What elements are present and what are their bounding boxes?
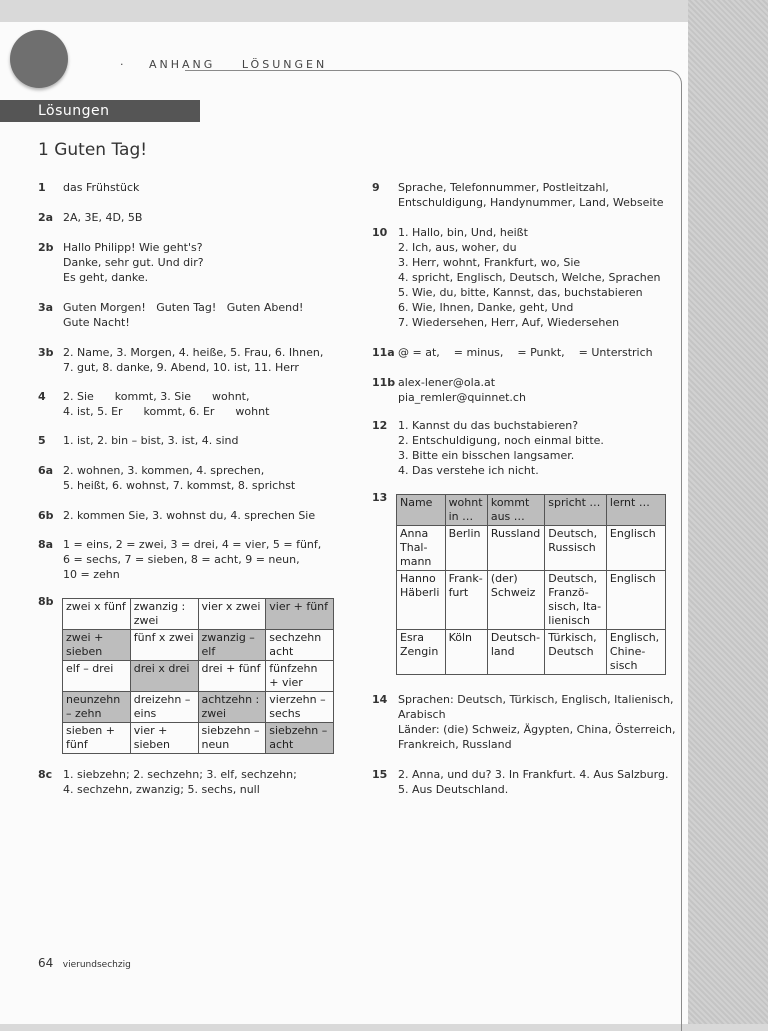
table-cell: Köln (445, 630, 487, 675)
page-number: 64 (38, 956, 54, 970)
table-header-cell: Name (397, 495, 446, 526)
table-cell: Deutsch, Franzö-sisch, Ita-lienisch (545, 571, 607, 630)
grid-cell: zwei + sieben (63, 630, 131, 661)
exercise-2b: 2b Hallo Philipp! Wie geht's? Danke, sehr gut. Und dir? Es geht, danke. (38, 241, 204, 284)
table-row (397, 630, 666, 675)
grid-cell: drei + fünf (198, 661, 266, 692)
grid-row (63, 630, 334, 661)
table-header-cell: spricht … (545, 495, 607, 526)
exercise-3a: 3a Guten Morgen! Guten Tag! Guten Abend! Gute Nacht! (38, 301, 304, 329)
scan-edge (688, 0, 768, 1024)
table-cell: (der) Schweiz (487, 571, 544, 630)
grid-cell: zwanzig : zwei (130, 599, 198, 630)
grid-cell: siebzehn – acht (266, 723, 334, 754)
table-header-cell: lernt … (606, 495, 665, 526)
grid-row (63, 599, 334, 630)
grid-cell: siebzehn – neun (198, 723, 266, 754)
grid-cell: drei x drei (130, 661, 198, 692)
exercise-2a: 2a 2A, 3E, 4D, 5B (38, 211, 143, 224)
page-number-word: vierundsechzig (62, 960, 131, 970)
grid-cell: vier x zwei (198, 599, 266, 630)
exercise-6b: 6b 2. kommen Sie, 3. wohnst du, 4. sprechen Sie (38, 509, 316, 522)
exercise-1: 1 das Frühstück (38, 181, 140, 194)
table-cell: Frank-furt (445, 571, 487, 630)
chapter-circle (10, 30, 68, 88)
exercise-15: 15 2. Anna, und du? 3. In Frankfurt. 4. Aus Salzburg. 5. Aus Deutschland. (372, 768, 669, 796)
grid-cell: dreizehn – eins (130, 692, 198, 723)
table-cell: Anna Thal-mann (397, 526, 446, 571)
page-title: 1 Guten Tag! (38, 140, 148, 160)
grid-cell: vierzehn – sechs (266, 692, 334, 723)
table-header-cell: wohnt in … (445, 495, 487, 526)
table-cell: Hanno Häberli (397, 571, 446, 630)
table-cell: Englisch, Chine-sisch (606, 630, 665, 675)
people-table-13 (396, 494, 666, 675)
table-row (397, 526, 666, 571)
exercise-3b: 3b 2. Name, 3. Morgen, 4. heiße, 5. Frau, 6. Ihnen, 7. gut, 8. danke, 9. Abend, 10. ist, 11. Herr (38, 346, 324, 374)
exercise-14: 14 Sprachen: Deutsch, Türkisch, Englisch, Italienisch, Arabisch Länder: (die) Schweiz, Ägypten, China, Österreich, Frankreich, Russland (372, 693, 676, 751)
header-subsection: LÖSUNGEN (241, 58, 328, 71)
exercise-8a: 8a 1 = eins, 2 = zwei, 3 = drei, 4 = vier, 5 = fünf, 6 = sechs, 7 = sieben, 8 = acht, 9 = neun, 10 = zehn (38, 538, 322, 581)
exercise-11b: 11b alex-lener@ola.at pia_remler@quinnet.ch (372, 376, 526, 404)
exercise-6a: 6a 2. wohnen, 3. kommen, 4. sprechen, 5. heißt, 6. wohnst, 7. kommst, 8. sprichst (38, 464, 296, 492)
grid-row (63, 661, 334, 692)
grid-cell: fünf x zwei (130, 630, 198, 661)
exercise-8c: 8c 1. siebzehn; 2. sechzehn; 3. elf, sechzehn; 4. sechzehn, zwanzig; 5. sechs, null (38, 768, 297, 796)
grid-cell: elf – drei (63, 661, 131, 692)
exercise-12: 12 1. Kannst du das buchstabieren? 2. Entschuldigung, noch einmal bitte. 3. Bitte ein bisschen langsamer. 4. Das verstehe ich nicht. (372, 419, 604, 477)
grid-row (63, 692, 334, 723)
table-cell: Russland (487, 526, 544, 571)
table-cell: Berlin (445, 526, 487, 571)
header-section: ANHANG (149, 58, 216, 71)
table-cell: Deutsch, Russisch (545, 526, 607, 571)
exercise-4: 4 2. Sie kommt, 3. Sie wohnt, 4. ist, 5. Er kommt, 6. Er wohnt (38, 390, 270, 418)
math-grid-8b (62, 598, 334, 754)
grid-cell: neunzehn – zehn (63, 692, 131, 723)
grid-cell: sieben + fünf (63, 723, 131, 754)
table-cell: Esra Zengin (397, 630, 446, 675)
grid-cell: zwanzig – elf (198, 630, 266, 661)
table-cell: Englisch (606, 571, 665, 630)
grid-cell: vier + fünf (266, 599, 334, 630)
table-cell: Türkisch, Deutsch (545, 630, 607, 675)
running-header (120, 58, 327, 71)
grid-row (63, 723, 334, 754)
grid-cell: zwei x fünf (63, 599, 131, 630)
exercise-9: 9 Sprache, Telefonnummer, Postleitzahl, Entschuldigung, Handynummer, Land, Webseite (372, 181, 664, 209)
section-banner: Lösungen (0, 100, 200, 122)
table-cell: Englisch (606, 526, 665, 571)
header-dot: · (120, 58, 127, 71)
table-header-cell: kommt aus … (487, 495, 544, 526)
table-row (397, 571, 666, 630)
grid-cell: fünfzehn + vier (266, 661, 334, 692)
page-footer (38, 956, 131, 970)
grid-cell: vier + sieben (130, 723, 198, 754)
table-header-row (397, 495, 666, 526)
grid-cell: sechzehn acht (266, 630, 334, 661)
exercise-11a: 11a @ = at, = minus, = Punkt, = Unterstrich (372, 346, 653, 359)
exercise-10: 10 1. Hallo, bin, Und, heißt 2. Ich, aus, woher, du 3. Herr, wohnt, Frankfurt, wo, Sie 4. spricht, Englisch, Deutsch, Welche, Sprachen 5. Wie, du, bitte, Kannst, das, buchstabieren 6. Wie, Ihnen, Danke, geht, Und 7. Wiedersehen, Herr, Auf, Wiedersehen (372, 226, 661, 329)
table-cell: Deutsch-land (487, 630, 544, 675)
grid-cell: achtzehn : zwei (198, 692, 266, 723)
exercise-5: 5 1. ist, 2. bin – bist, 3. ist, 4. sind (38, 434, 239, 447)
